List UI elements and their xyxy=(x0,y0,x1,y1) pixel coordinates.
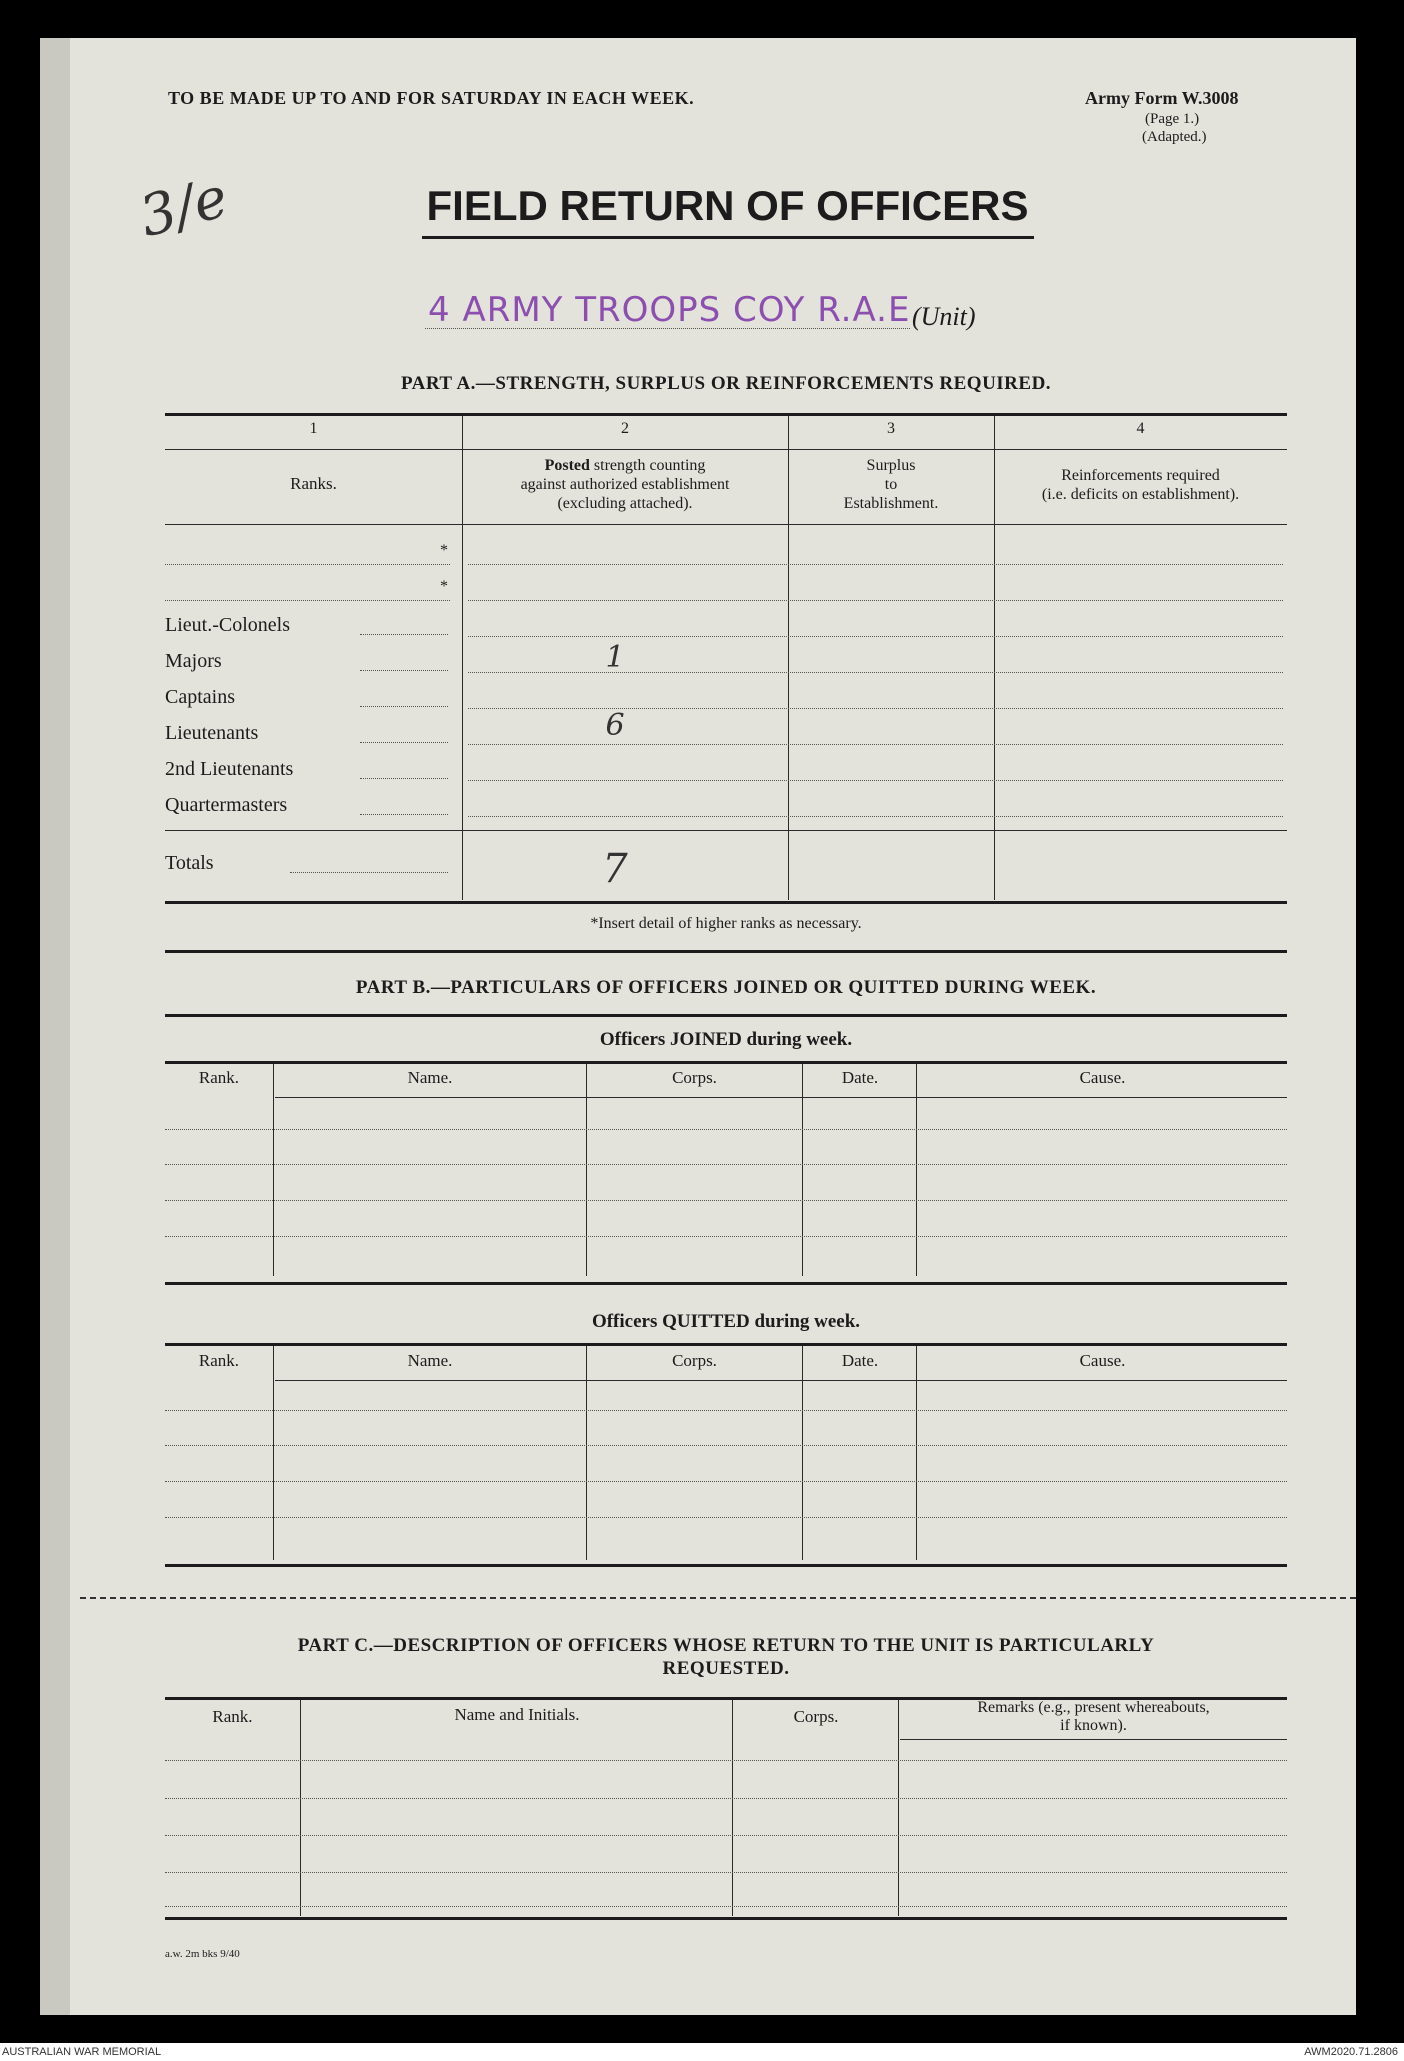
instruction-text: TO BE MADE UP TO AND FOR SATURDAY IN EACH WEEK. xyxy=(168,88,695,108)
page-number: (Page 1.) xyxy=(1145,111,1200,127)
posted-value: 6 xyxy=(605,708,625,743)
partc-col-rank: Rank. xyxy=(212,1707,253,1726)
part-c-bottom-rule xyxy=(165,1917,1287,1920)
joined-row-line xyxy=(165,1164,1287,1165)
col-number-4: 4 xyxy=(1136,420,1145,437)
adapted-label: (Adapted.) xyxy=(1142,129,1207,145)
handwritten-annotation: 3/e xyxy=(133,164,235,251)
rank-leader xyxy=(360,670,448,671)
grid-dotline xyxy=(468,564,1283,565)
partc-row-line xyxy=(165,1872,1287,1873)
quitted-col-cause: Cause. xyxy=(1079,1351,1126,1370)
partc-row-line xyxy=(165,1798,1287,1799)
totals-leader xyxy=(290,872,448,873)
joined-col-cause: Cause. xyxy=(1079,1068,1126,1087)
unit-stamp: 4 ARMY TROOPS COY R.A.E xyxy=(428,290,911,330)
quitted-top-rule xyxy=(165,1343,1287,1346)
rank-label: Lieut.-Colonels xyxy=(165,614,290,636)
rank-label: Captains xyxy=(165,686,235,708)
col-number-3: 3 xyxy=(887,420,895,437)
rank-label: 2nd Lieutenants xyxy=(165,758,294,780)
joined-row-line xyxy=(165,1200,1287,1201)
joined-title: Officers JOINED during week. xyxy=(599,1029,853,1050)
quitted-col-name: Name. xyxy=(407,1351,453,1370)
quitted-col-corps: Corps. xyxy=(672,1351,717,1370)
quitted-divider xyxy=(802,1346,803,1560)
quitted-row-line xyxy=(165,1481,1287,1482)
partc-divider xyxy=(898,1700,899,1916)
quitted-divider xyxy=(916,1346,917,1560)
col3-header xyxy=(788,456,994,513)
col2-header-rest: strength counting xyxy=(589,457,706,474)
joined-col-name: Name. xyxy=(407,1068,453,1087)
quitted-divider xyxy=(273,1346,274,1560)
col3-header-line1: Surplus xyxy=(866,457,916,474)
unit-dotted-line xyxy=(425,328,910,329)
col1-header: Ranks. xyxy=(290,474,337,493)
asterisk-1: * xyxy=(440,542,448,559)
quitted-row-line xyxy=(165,1517,1287,1518)
posted-value: 1 xyxy=(605,640,625,675)
col2-header-line2: against authorized establishment xyxy=(520,476,730,493)
partc-col-remarks xyxy=(900,1699,1287,1735)
joined-row-line xyxy=(165,1129,1287,1130)
joined-divider xyxy=(586,1064,587,1276)
part-a-bottom-rule xyxy=(165,901,1287,904)
col-number-1: 1 xyxy=(309,420,318,437)
part-b-title-rule xyxy=(165,1014,1287,1017)
joined-divider xyxy=(273,1064,274,1276)
grid-dotline xyxy=(468,744,1283,745)
grid-dotline xyxy=(468,600,1283,601)
sheet-edge xyxy=(40,38,70,2015)
col2-header-line3: (excluding attached). xyxy=(557,495,693,512)
totals-label: Totals xyxy=(165,852,214,874)
form-title: FIELD RETURN OF OFFICERS xyxy=(426,182,1029,229)
partc-row-line xyxy=(165,1760,1287,1761)
quitted-col-rank: Rank. xyxy=(198,1351,240,1370)
rank-label: Majors xyxy=(165,650,222,672)
quitted-header-rule xyxy=(275,1380,1287,1381)
part-c-title-line1: PART C.—DESCRIPTION OF OFFICERS WHOSE RETURN TO THE UNIT IS PARTICULARLY xyxy=(297,1635,1155,1656)
header-bottom-rule xyxy=(165,524,1287,525)
partc-remarks-line2: if known). xyxy=(1060,1717,1127,1734)
totals-value: 7 xyxy=(602,846,628,892)
col-number-2: 2 xyxy=(621,420,629,437)
quitted-row-line xyxy=(165,1445,1287,1446)
col4-header xyxy=(994,466,1287,504)
col2-header xyxy=(462,456,788,513)
part-a-top-rule xyxy=(165,413,1287,416)
joined-col-corps: Corps. xyxy=(672,1068,717,1087)
rank-label: Quartermasters xyxy=(165,794,288,816)
rank-leader xyxy=(360,742,448,743)
joined-divider xyxy=(916,1064,917,1276)
partc-remarks-rule xyxy=(900,1739,1287,1740)
print-code: a.w. 2m bks 9/40 xyxy=(165,1948,240,1960)
unit-label: (Unit) xyxy=(912,302,976,331)
form-number: Army Form W.3008 xyxy=(1085,88,1239,108)
rank-leader xyxy=(360,706,448,707)
asterisk-row-1-dotline xyxy=(165,564,450,565)
archive-reference: AWM2020.71.2806 xyxy=(1304,2046,1398,2058)
title-underline xyxy=(422,236,1034,239)
part-c-title xyxy=(165,1634,1287,1680)
perforation-line xyxy=(80,1597,1356,1599)
col-number-rule xyxy=(165,449,1287,450)
partc-col-name: Name and Initials. xyxy=(454,1705,580,1724)
rank-leader xyxy=(360,634,448,635)
grid-dotline xyxy=(468,816,1283,817)
partc-row-line xyxy=(165,1906,1287,1907)
joined-bottom-rule xyxy=(165,1282,1287,1285)
totals-top-rule xyxy=(165,830,1287,831)
joined-divider xyxy=(802,1064,803,1276)
rank-leader xyxy=(360,814,448,815)
asterisk-2: * xyxy=(440,578,448,595)
joined-row-line xyxy=(165,1236,1287,1237)
partc-row-line xyxy=(165,1835,1287,1836)
partc-remarks-line1: Remarks (e.g., present whereabouts, xyxy=(977,1699,1210,1716)
part-c-title-line2: REQUESTED. xyxy=(662,1658,790,1679)
part-a-title: PART A.—STRENGTH, SURPLUS OR REINFORCEMENTS REQUIRED. xyxy=(400,373,1052,394)
part-b-title: PART B.—PARTICULARS OF OFFICERS JOINED OR QUITTED DURING WEEK. xyxy=(355,977,1097,998)
quitted-divider xyxy=(586,1346,587,1560)
archive-name: AUSTRALIAN WAR MEMORIAL xyxy=(2,2046,162,2058)
joined-top-rule xyxy=(165,1061,1287,1064)
rank-leader xyxy=(360,778,448,779)
joined-col-date: Date. xyxy=(841,1068,879,1087)
quitted-col-date: Date. xyxy=(841,1351,879,1370)
quitted-title: Officers QUITTED during week. xyxy=(591,1311,861,1332)
archive-footer xyxy=(0,2043,1404,2061)
col4-header-line1: Reinforcements required xyxy=(1061,467,1220,484)
quitted-bottom-rule xyxy=(165,1564,1287,1567)
col2-header-bold: Posted xyxy=(544,457,590,474)
rank-label: Lieutenants xyxy=(165,722,259,744)
grid-dotline xyxy=(468,780,1283,781)
partc-divider xyxy=(732,1700,733,1916)
partc-col-corps: Corps. xyxy=(793,1707,839,1726)
grid-dotline xyxy=(468,636,1283,637)
part-a-footnote: *Insert detail of higher ranks as necessary. xyxy=(590,915,862,932)
quitted-row-line xyxy=(165,1410,1287,1411)
partc-divider xyxy=(300,1700,301,1916)
asterisk-row-2-dotline xyxy=(165,600,450,601)
col4-header-line2: (i.e. deficits on establishment). xyxy=(1041,486,1240,503)
col3-header-line2: to xyxy=(884,476,898,493)
col3-header-line3: Establishment. xyxy=(843,495,939,512)
part-b-top-rule xyxy=(165,950,1287,953)
joined-header-rule xyxy=(275,1097,1287,1098)
joined-col-rank: Rank. xyxy=(198,1068,240,1087)
